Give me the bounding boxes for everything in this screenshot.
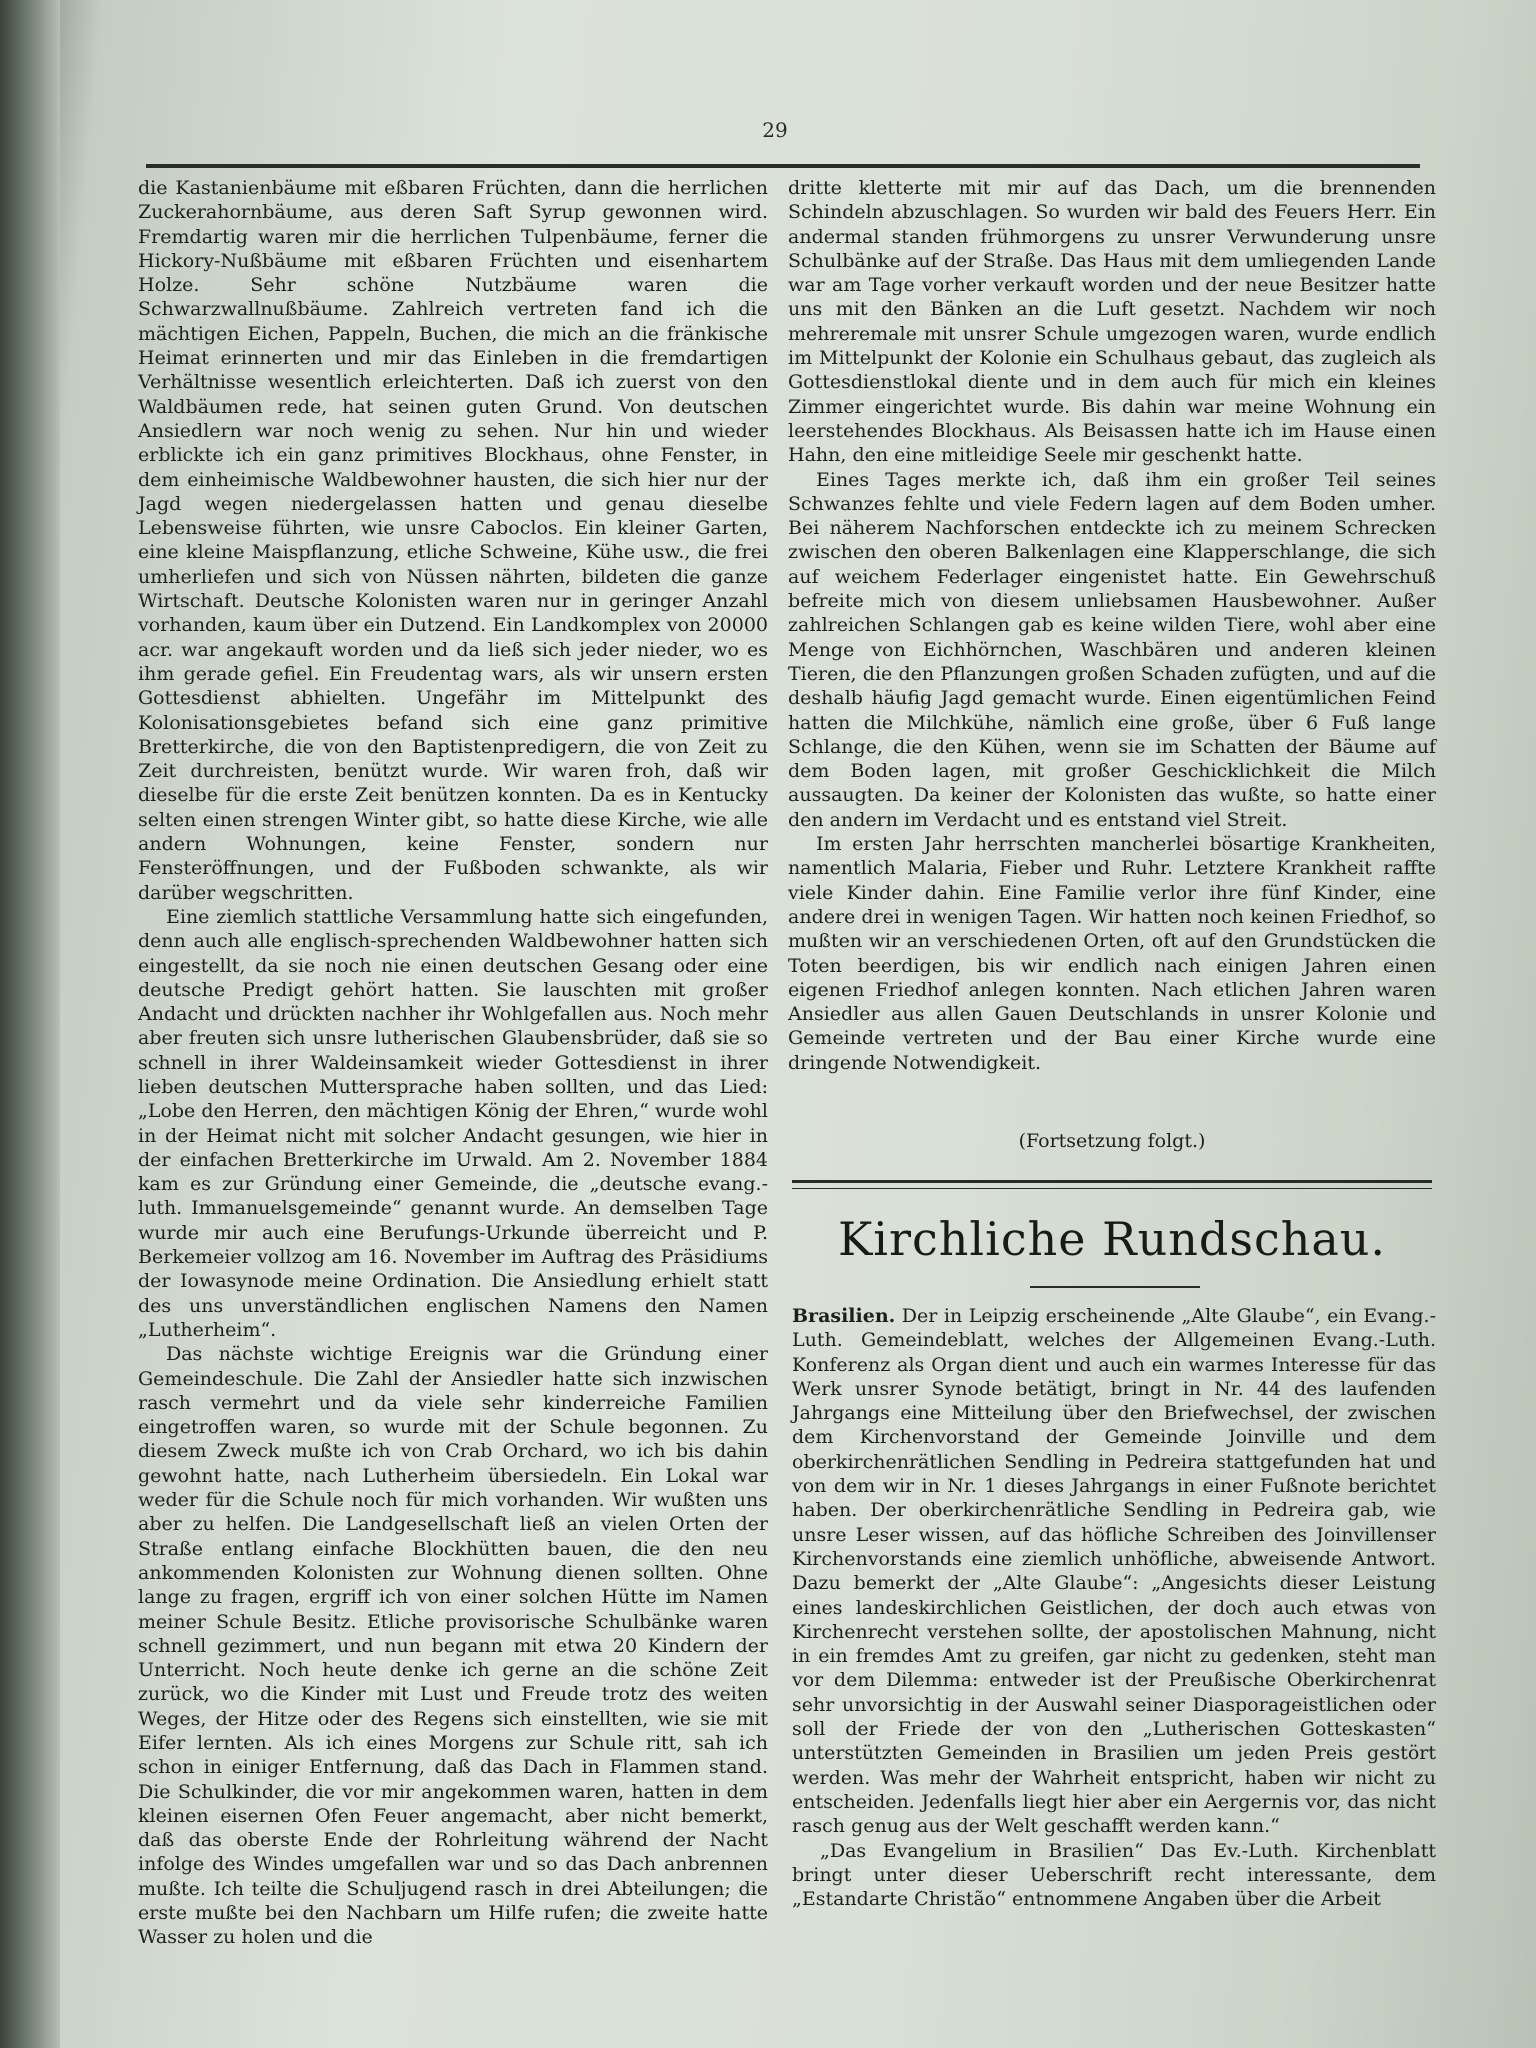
left-paragraph: Eine ziemlich stattliche Versammlung hatte sich eingefunden, denn auch alle englisch-sprechenden Waldbewohner hatten sich eingestellt, da sie noch nie einen deutschen Gesang oder eine deutsche Predigt gehört hatten. Sie lauschten mit großer Andacht und drückten nachher ihr Wohlgefallen aus. Noch mehr aber freuten sich unsre lutherischen Glaubensbrüder, daß sie so schnell in ihrer Waldeinsamkeit wieder Gottesdienst in ihrer lieben deutschen Muttersprache haben sollten, und das Lied: „Lobe den Herren, den mächtigen König der Ehren,“ wurde wohl in der Heimat nicht mit solcher Andacht gesungen, wie hier in der einfachen Bretterkirche im Urwald. Am 2. November 1884 kam es zur Gründung einer Gemeinde, die „deutsche evang.-luth. Immanuelsgemeinde“ genannt wurde. An demselben Tage wurde mir auch eine Berufungs-Urkunde überreicht und P. Berkemeier vollzog am 16. November im Auftrag des Präsidiums der Iowasynode meine Ordination. Die Ansiedlung erhielt statt des uns unverständlichen englischen Namens den Namen „Lutherheim“. [138, 905, 768, 1341]
right-column-top [788, 176, 1436, 1136]
lead-word: Brasilien. [792, 1305, 896, 1327]
left-paragraph: Das nächste wichtige Ereignis war die Gründung einer Gemeindeschule. Die Zahl der Ansiedler hatte sich inzwischen rasch vermehrt und da viele sehr kinderreiche Familien eingetroffen waren, so wurde mit der Schule begonnen. Zu diesem Zweck mußte ich von Crab Orchard, wo ich bis dahin gewohnt hatte, nach Lutherheim übersiedeln. Ein Lokal war weder für die Schule noch für mich vorhanden. Wir wußten uns aber zu helfen. Die Landgesellschaft ließ an vielen Orten der Straße entlang einfache Blockhütten bauen, die den neu ankommenden Kolonisten zur Wohnung dienen sollten. Ohne lange zu fragen, ergriff ich von einer solchen Hütte im Namen meiner Schule Besitz. Etliche provisorische Schulbänke waren schnell gezimmert, und nun begann mit etwa 20 Kindern der Unterricht. Noch heute denke ich gerne an die schöne Zeit zurück, wo die Kinder mit Lust und Freude trotz des weiten Weges, der Hitze oder des Regens sich einstellten, wie sie mit Eifer lernten. Als ich eines Morgens zur Schule ritt, sah ich schon in einiger Entfernung, daß das Dach in Flammen stand. Die Schulkinder, die vor mir angekommen waren, hatten in dem kleinen eisernen Ofen Feuer angemacht, aber nicht bemerkt, daß das oberste Ende der Rohrleitung während der Nacht infolge des Windes umgefallen war und so das Dach anbrennen mußte. Ich teilte die Schuljugend rasch in drei Abteilungen; die erste mußte bei den Nachbarn um Hilfe rufen; die zweite hatte Wasser zu holen und die [138, 1343, 768, 1949]
section-paragraph-text: Der in Leipzig erscheinende „Alte Glaube“, ein Evang.-Luth. Gemeindeblatt, welches der Allgemeinen Evang.-Luth. Konferenz als Organ dient und auch ein warmes Interesse für das Werk unsrer Synode betätigt, bringt in Nr. 44 des laufenden Jahrgangs eine Mitteilung über den Briefwechsel, der zwischen dem Kirchenvorstand der Gemeinde Joinville und dem oberkirchenrätlichen Sendling in Pedreira stattgefunden hat und von dem wir in Nr. 1 dieses Jahrgangs in einer Fußnote berichtet haben. Der oberkirchenrätliche Sendling in Pedreira gab, wie unsre Leser wissen, auf das höfliche Schreiben des Joinvillenser Kirchenvorstands eine ziemlich unhöfliche, abweisende Antwort. Dazu bemerkt der „Alte Glaube“: „Angesichts dieser Leistung eines landeskirchlichen Geistlichen, der doch auch etwas von Kirchenrecht verstehen sollte, der apostolischen Mahnung, nicht in ein fremdes Amt zu greifen, gar nicht zu gedenken, steht man vor dem Dilemma: entweder ist der Preußische Oberkirchenrat sehr unvorsichtig in der Auswahl seiner Diasporageistlichen oder soll der Friede der von den „Lutherischen Gotteskasten“ unterstützten Gemeinden in Brasilien um jeden Preis gestört werden. Was mehr der Wahrheit entspricht, haben wir nicht zu entscheiden. Jedenfalls liegt hier aber ein Aergernis vor, das nicht rasch genug aus der Welt geschafft werden kann.“ [792, 1305, 1437, 1838]
header-rule [146, 164, 1420, 168]
section-paragraph [792, 1304, 1436, 1839]
page-number: 29 [762, 118, 788, 142]
section-divider [792, 1180, 1432, 1189]
right-paragraph: Im ersten Jahr herrschten mancherlei bösartige Krankheiten, namentlich Malaria, Fieber und Ruhr. Letztere Krankheit raffte viele Kinder dahin. Eine Familie verlor ihre fünf Kinder, eine andere drei in wenigen Tagen. Wir hatten noch keinen Friedhof, so mußten wir an verschiedenen Orten, oft auf den Grundstücken die Toten beerdigen, bis wir endlich nach einigen Jahren einen eigenen Friedhof anlegen konnten. Nach etlichen Jahren waren Ansiedler aus allen Gauen Deutschlands in unsrer Kolonie und Gemeinde vertreten und der Bau einer Kirche wurde eine dringende Notwendigkeit. [788, 833, 1436, 1074]
left-column [138, 176, 768, 1966]
right-paragraph: Eines Tages merkte ich, daß ihm ein großer Teil seines Schwanzes fehlte und viele Federn lagen auf dem Boden umher. Bei näherem Nachforschen entdeckte ich zu meinem Schrecken zwischen den oberen Balkenlagen eine Klapperschlange, die sich auf weichem Federlager eingenistet hatte. Ein Gewehrschuß befreite mich von diesem unliebsamen Hausbewohner. Außer zahlreichen Schlangen gab es keine wilden Tiere, wohl aber eine Menge von Eichhörnchen, Waschbären und anderen kleinen Tieren, die den Pflanzungen großen Schaden zufügten, und auf die deshalb häufig Jagd gemacht wurde. Einen eigentümlichen Feind hatten die Milchkühe, nämlich eine große, über 6 Fuß lange Schlange, die den Kühen, wenn sie im Schatten der Bäume auf dem Boden lagen, mit großer Geschicklichkeit die Milch aussaugten. Da keiner der Kolonisten das wußte, so hatte einer den andern im Verdacht und es entstand viel Streit. [788, 468, 1436, 831]
right-column-bottom [792, 1304, 1436, 1984]
section-paragraph: „Das Evangelium in Brasilien“ Das Ev.-Luth. Kirchenblatt bringt unter dieser Ueberschrift recht interessante, dem „Estandarte Christão“ entnommene Angaben über die Arbeit [792, 1839, 1436, 1911]
heading-underline [1030, 1286, 1200, 1288]
page-binding-shadow [0, 0, 60, 2048]
right-paragraph: dritte kletterte mit mir auf das Dach, um die brennenden Schindeln abzuschlagen. So wurden wir bald des Feuers Herr. Ein andermal standen frühmorgens zu unsrer Verwunderung unsre Schulbänke auf der Straße. Das Haus mit dem umliegenden Lande war am Tage vorher verkauft worden und der neue Besitzer hatte uns mit den Bänken an die Luft gesetzt. Nachdem wir noch mehreremale mit unsrer Schule umgezogen waren, wurde endlich im Mittelpunkt der Kolonie ein Schulhaus gebaut, das zugleich als Gottesdienstlokal diente und in dem auch für mich ein kleines Zimmer eingerichtet wurde. Bis dahin war meine Wohnung ein leerstehendes Blockhaus. Als Beisassen hatte ich im Hause einen Hahn, den eine mitleidige Seele mir geschenkt hatte. [788, 177, 1436, 467]
section-heading: Kirchliche Rundschau. [837, 1212, 1387, 1266]
left-paragraph: die Kastanienbäume mit eßbaren Früchten, dann die herrlichen Zuckerahornbäume, aus deren Saft Syrup gewonnen wird. Fremdartig waren mir die herrlichen Tulpenbäume, ferner die Hickory-Nußbäume mit eßbaren Früchten und eisenhartem Holze. Sehr schöne Nutzbäume waren die Schwarzwallnußbäume. Zahlreich vertreten fand ich die mächtigen Eichen, Pappeln, Buchen, die mich an die fränkische Heimat erinnerten und mir das Einleben in die fremdartigen Verhältnisse wesentlich erleichterten. Daß ich zuerst von den Waldbäumen rede, hat seinen guten Grund. Von deutschen Ansiedlern war noch wenig zu sehen. Nur hin und wieder erblickte ich ein ganz primitives Blockhaus, ohne Fenster, in dem einheimische Waldbewohner hausten, die sich hier nur der Jagd wegen niedergelassen hatten und genau dieselbe Lebensweise führten, wie unsre Caboclos. Ein kleiner Garten, eine kleine Maispflanzung, etliche Schweine, Kühe usw., die frei umherliefen und sich von Nüssen nährten, bildeten die ganze Wirtschaft. Deutsche Kolonisten waren nur in geringer Anzahl vorhanden, kaum über ein Dutzend. Ein Landkomplex von 20000 acr. war angekauft worden und da ließ sich jeder nieder, wo es ihm gerade gefiel. Ein Freudentag wars, als wir unsern ersten Gottesdienst abhielten. Ungefähr im Mittelpunkt des Kolonisationsgebietes befand sich eine ganz primitive Bretterkirche, die von den Baptistenpredigern, die von Zeit zu Zeit durchreisten, benützt wurde. Wir waren froh, daß wir dieselbe für die erste Zeit benützen konnten. Da es in Kentucky selten einen strengen Winter gibt, so hatte diese Kirche, wie alle andern Wohnungen, keine Fenster, sondern nur Fensteröffnungen, und der Fußboden schwankte, als wir darüber wegschritten. [138, 177, 768, 904]
continued-note: (Fortsetzung folgt.) [1018, 1130, 1206, 1152]
